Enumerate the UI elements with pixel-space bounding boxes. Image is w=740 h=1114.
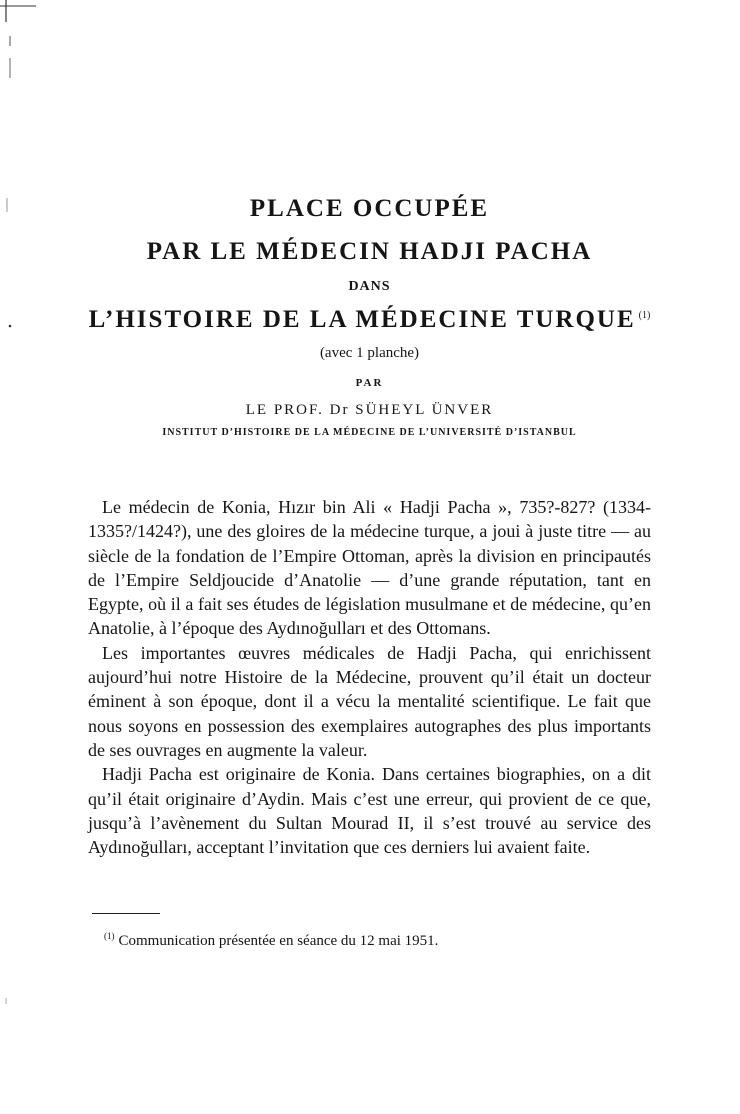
title-line-2: PAR LE MÉDECIN HADJI PACHA bbox=[146, 238, 593, 265]
footnote-text: Communication présentée en séance du 12 mai 1951. bbox=[118, 933, 439, 949]
paragraph-2: Les importantes œuvres médicales de Hadji Pacha, qui enrichissent aujourd’hui notre Histoire de la Médecine, prouvent qu’il était un docteur éminent à son époque, dont il a vécu la mentalité scientifique. Le fait que nous soyons en possession des exemplaires autographes des plus importants de ses ouvrages en augmente la valeur. bbox=[88, 642, 651, 760]
plates-note: (avec 1 planche) bbox=[319, 345, 420, 361]
title-line-1: PLACE OCCUPÉE bbox=[249, 195, 490, 222]
footnote-mark: (1) bbox=[104, 931, 115, 941]
title-line-4-text: L’HISTOIRE DE LA MÉDECINE TURQUE bbox=[88, 306, 636, 333]
title-line-4 bbox=[88, 307, 651, 332]
author-name: LE PROF. Dr SÜHEYL ÜNVER bbox=[245, 402, 494, 418]
title-block bbox=[88, 196, 651, 438]
footnote-divider bbox=[92, 913, 160, 914]
document-page bbox=[88, 0, 651, 1114]
title-line-3: DANS bbox=[348, 279, 391, 294]
body-text bbox=[88, 495, 651, 859]
byline-par: PAR bbox=[355, 377, 384, 389]
footnote bbox=[104, 927, 438, 950]
author-institute: INSTITUT D’HISTOIRE DE LA MÉDECINE DE L’UNIVERSITÉ D’ISTANBUL bbox=[162, 427, 577, 438]
footnote-reference[interactable]: (1) bbox=[638, 309, 651, 321]
paragraph-1: Le médecin de Konia, Hızır bin Ali « Hadji Pacha », 735?-827? (1334-1335?/1424?), une des gloires de la médecine turque, a joui à juste titre — au siècle de la fondation de l’Empire Ottoman, après la division en principautés de l’Empire Seldjoucide d’Anatolie — d’une grande réputation, tant en Egypte, où il a fait ses études de législation musulmane et de médecine, qu’en Anatolie, à l’époque des Aydınoğulları et des Ottomans. bbox=[88, 497, 651, 639]
paragraph-3: Hadji Pacha est originaire de Konia. Dans certaines biographies, on a dit qu’il était originaire d’Aydin. Mais c’est une erreur, qui provient de ce que, jusqu’à l’avènement du Sultan Mourad II, il s’est trouvé au service des Aydınoğulları, acceptant l’invitation que ces derniers lui avaient faite. bbox=[88, 764, 651, 858]
